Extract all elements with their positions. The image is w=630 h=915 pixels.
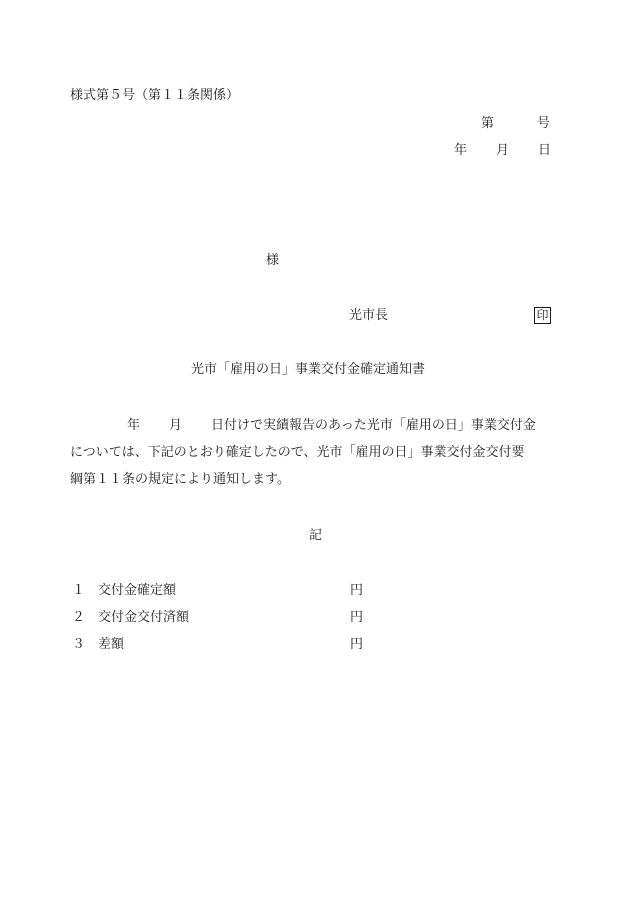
document-title: 光市「雇用の日」事業交付金確定通知書 [191, 362, 426, 377]
issuer-title: 光市長 [349, 308, 389, 323]
item-number: ２ [72, 610, 86, 625]
date-year: 年 [454, 143, 468, 158]
doc-number-prefix: 第 [481, 116, 495, 131]
form-label: 様式第５号（第１１条関係） [70, 88, 240, 103]
body-line2: については、下記のとおり確定したので、光市「雇用の日」事業交付金交付要 [70, 445, 525, 460]
seal-mark: 印 [534, 307, 551, 324]
item-number: ３ [72, 637, 86, 652]
body-month: 月 [169, 418, 183, 433]
ki-heading: 記 [309, 528, 323, 543]
doc-number-suffix: 号 [537, 116, 551, 131]
date-month: 月 [496, 143, 510, 158]
body-line1: 日付けで実績報告のあった光市「雇用の日」事業交付金 [211, 418, 536, 433]
body-line3: 綱第１１条の規定により通知します。 [70, 472, 290, 487]
item-unit: 円 [350, 583, 364, 598]
item-number: １ [72, 583, 86, 598]
item-label: 交付金交付済額 [98, 610, 190, 625]
item-label: 差額 [98, 637, 125, 652]
body-year: 年 [127, 418, 141, 433]
item-unit: 円 [350, 610, 364, 625]
item-label: 交付金確定額 [98, 583, 177, 598]
item-unit: 円 [350, 637, 364, 652]
date-day: 日 [538, 143, 552, 158]
addressee-suffix: 様 [266, 253, 280, 268]
